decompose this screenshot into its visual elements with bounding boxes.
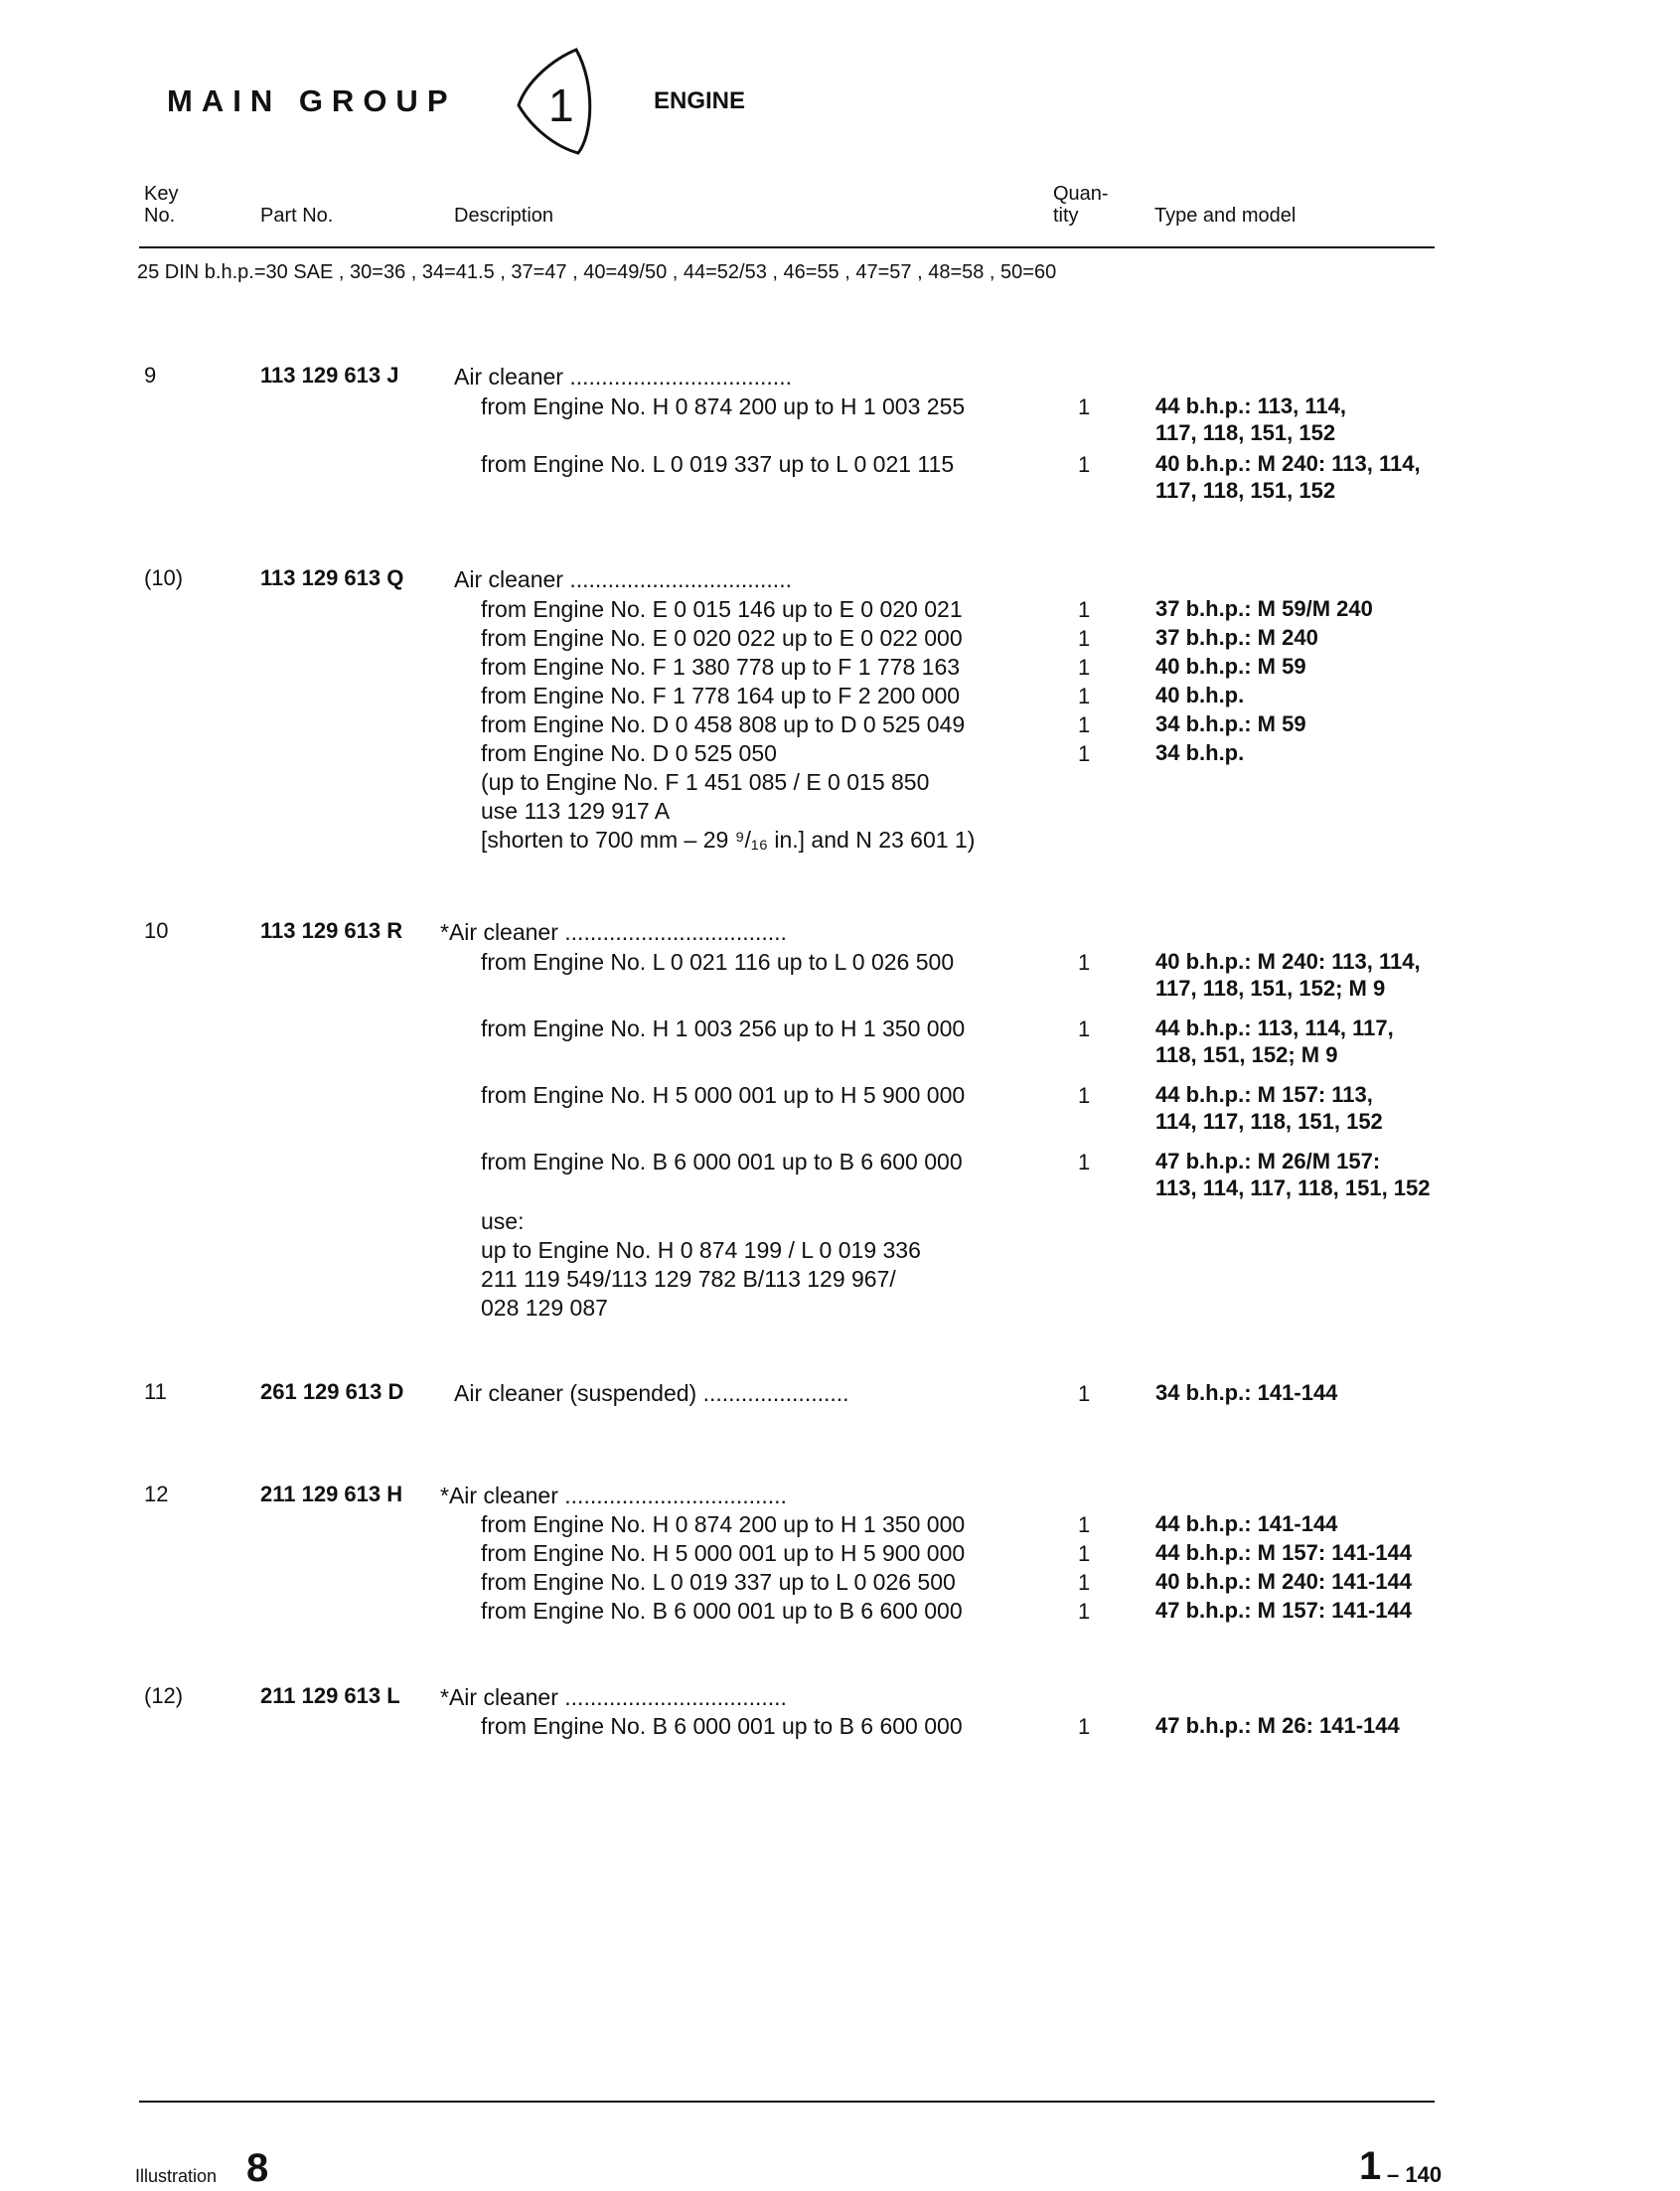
quantity: 1 [1078,712,1091,737]
item-title: *Air cleaner ..... [440,1482,787,1510]
engine-range: from Engine No. B 6 000 001 up to B 6 600 000 [481,1598,963,1624]
quantity: 1 [1078,655,1091,680]
key-number: (10) [144,565,184,590]
col-header-quantity: Quan- tity [1053,183,1109,227]
header-rule [139,246,1435,248]
type-model: 44 b.h.p.: M 157: 141-144 [1155,1540,1412,1565]
engine-range: from Engine No. H 0 874 200 up to H 1 003 255 [481,393,966,419]
type-model: 44 b.h.p.: 113, 114, 117, 118, 151, 152; M 9 [1155,1016,1394,1067]
type-model: 34 b.h.p.: M 59 [1155,711,1306,736]
engine-range: from Engine No. H 1 003 256 up to H 1 350 000 [481,1016,966,1041]
part-number: 113 129 613 R [260,918,403,943]
engine-range: from Engine No. H 5 000 001 up to H 5 900 000 [481,1082,966,1108]
footer-rule [139,2101,1435,2103]
type-model: 37 b.h.p.: M 240 [1155,625,1318,650]
quantity: 1 [1078,1083,1091,1108]
part-number: 261 129 613 D [260,1379,404,1404]
type-model: 34 b.h.p. [1155,740,1245,765]
type-model: 40 b.h.p.: M 59 [1155,654,1306,679]
note-line: [shorten to 700 mm – 29 ⁹/₁₆ in.] and N 23 601 1) [481,827,976,853]
quantity: 1 [1078,741,1091,766]
quantity: 1 [1078,1512,1091,1537]
page-number-main: 1 [1359,2144,1382,2188]
type-model: 37 b.h.p.: M 59/M 240 [1155,596,1373,621]
group-number-badge [513,46,600,157]
main-group-label: MAIN GROUP [167,83,457,118]
engine-range: from Engine No. F 1 380 778 up to F 1 778 163 [481,654,961,680]
item-title: Air cleaner (suspended) ..... [454,1379,849,1408]
engine-range: from Engine No. D 0 458 808 up to D 0 525 049 [481,711,966,737]
col-header-type: Type and model [1154,205,1297,227]
engine-range: from Engine No. D 0 525 050 [481,740,777,766]
key-number: 12 [144,1482,169,1506]
engine-range: from Engine No. E 0 020 022 up to E 0 022 000 [481,625,963,651]
quantity: 1 [1078,626,1091,651]
note-line: 028 129 087 [481,1295,608,1321]
quantity: 1 [1078,1541,1091,1566]
quantity: 1 [1078,1381,1091,1406]
engine-range: from Engine No. H 0 874 200 up to H 1 350 000 [481,1511,966,1537]
key-number: 11 [144,1379,167,1404]
part-number: 211 129 613 H [260,1482,403,1506]
group-number: 1 [548,79,574,131]
quantity: 1 [1078,1599,1091,1624]
type-model: 44 b.h.p.: M 157: 113, 114, 117, 118, 151, 152 [1155,1082,1383,1134]
key-number: 10 [144,918,169,943]
note-line: 211 119 549/113 129 782 B/113 129 967/ [481,1266,896,1292]
type-model: 40 b.h.p.: M 240: 113, 114, 117, 118, 151, 152; M 9 [1155,949,1421,1001]
quantity: 1 [1078,1570,1091,1595]
engine-range: from Engine No. E 0 015 146 up to E 0 020 021 [481,596,963,622]
type-model: 47 b.h.p.: M 26: 141-144 [1155,1713,1400,1738]
item-title: *Air cleaner ..... [440,918,787,947]
part-number: 211 129 613 L [260,1683,400,1708]
col-header-description: Description [454,205,554,227]
engine-range: from Engine No. F 1 778 164 up to F 2 200 000 [481,683,961,708]
col-header-key: Key No. [144,183,179,227]
item-title: Air cleaner ..... [454,363,792,391]
note-line: (up to Engine No. F 1 451 085 / E 0 015 850 [481,769,930,795]
quantity: 1 [1078,452,1091,477]
engine-range: from Engine No. L 0 019 337 up to L 0 026 500 [481,1569,956,1595]
type-model: 47 b.h.p.: M 26/M 157: 113, 114, 117, 118, 151, 152 [1155,1149,1431,1200]
section-title: ENGINE [654,87,746,114]
quantity: 1 [1078,684,1091,708]
engine-range: from Engine No. L 0 021 116 up to L 0 026 500 [481,949,955,975]
type-model: 34 b.h.p.: 141-144 [1155,1380,1338,1405]
illustration-label: Illustration [135,2166,218,2186]
engine-range: from Engine No. L 0 019 337 up to L 0 021 115 [481,451,955,477]
note-line: use 113 129 917 A [481,798,671,824]
part-number: 113 129 613 Q [260,565,404,590]
quantity: 1 [1078,1017,1091,1041]
type-model: 44 b.h.p.: 141-144 [1155,1511,1338,1536]
quantity: 1 [1078,1150,1091,1174]
quantity: 1 [1078,394,1091,419]
type-model: 47 b.h.p.: M 157: 141-144 [1155,1598,1412,1623]
quantity: 1 [1078,597,1091,622]
quantity: 1 [1078,1714,1091,1739]
engine-range: from Engine No. B 6 000 001 up to B 6 600 000 [481,1713,963,1739]
part-number: 113 129 613 J [260,363,399,388]
quantity: 1 [1078,950,1091,975]
type-model: 40 b.h.p.: M 240: 113, 114, 117, 118, 151, 152 [1155,451,1421,503]
item-title: *Air cleaner ..... [440,1683,787,1712]
note-line: up to Engine No. H 0 874 199 / L 0 019 336 [481,1237,921,1263]
item-title: Air cleaner ..... [454,565,792,594]
type-model: 40 b.h.p. [1155,683,1245,707]
key-number: (12) [144,1683,184,1708]
type-model: 44 b.h.p.: 113, 114, 117, 118, 151, 152 [1155,393,1346,445]
type-model: 40 b.h.p.: M 240: 141-144 [1155,1569,1412,1594]
note-line: use: [481,1208,525,1234]
key-number: 9 [144,363,157,388]
engine-range: from Engine No. B 6 000 001 up to B 6 600 000 [481,1149,963,1174]
col-header-part: Part No. [260,205,334,227]
page-number-sub: – 140 [1387,2162,1443,2187]
din-conversion-line: 25 DIN b.h.p.=30 SAE , 30=36 , 34=41.5 , 37=47 , 40=49/50 , 44=52/53 , 46=55 , 47=57 , 48=58 , 50=60 [137,261,1057,283]
engine-range: from Engine No. H 5 000 001 up to H 5 900 000 [481,1540,966,1566]
illustration-number: 8 [246,2146,269,2190]
